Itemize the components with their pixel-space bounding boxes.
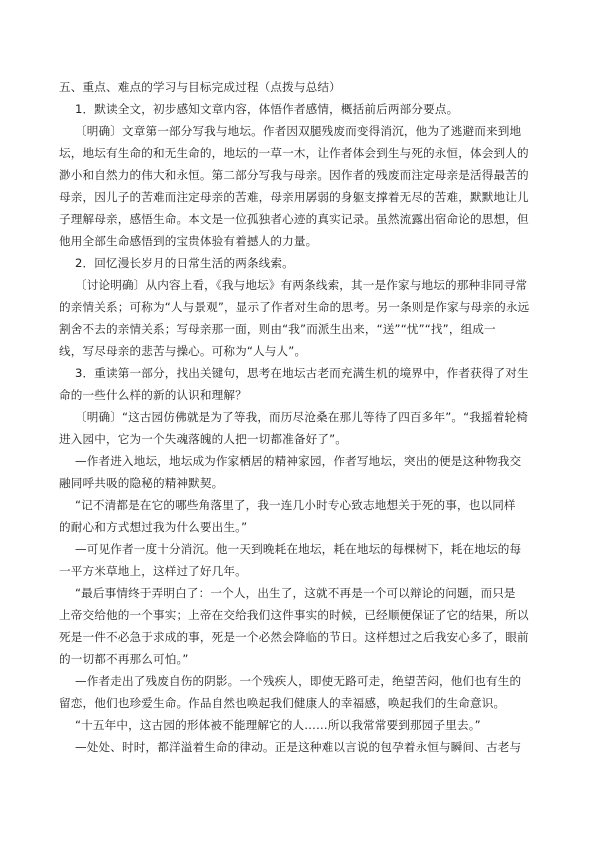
- quote-1-line-2: 的耐心和方式想过我为什么要出生。”: [59, 520, 248, 534]
- commentary-4-line-1: —处处、时时，都洋溢着生命的律动。正是这种难以言说的包孕着永恒与瞬间、古老与: [75, 740, 522, 754]
- answer-3-line-1: 〔明确〕“这古园仿佛就是为了等我，而历尽沧桑在那儿等待了四百多年”。“我摇着轮椅: [75, 410, 528, 424]
- quote-1-line-1: “记不清都是在它的哪些角落里了，我一连几小时专心致志地想关于死的事，也以同样: [75, 498, 516, 512]
- answer-1-line-4: 母亲，因儿子的苦难而注定母亲的苦难，母亲用孱弱的身躯支撑着无尽的苦难，默默地让儿: [59, 190, 529, 204]
- commentary-1-line-2: 融同呼共吸的隐秘的精神默契。: [59, 476, 224, 490]
- quote-2-line-4: 的一切都不再那么可怕。”: [59, 652, 189, 666]
- commentary-3-line-1: —作者走出了残废自伤的阴影。一个残疾人，即使无路可走，绝望苦闷，他们也有生的: [75, 674, 522, 688]
- answer-2-line-2: 的亲情关系；可称为“人与景观”，显示了作者对生命的思考。另一条则是作家与母亲的永远: [59, 300, 530, 314]
- answer-3-line-2: 进入园中，它为一个失魂落魄的人把一切都准备好了”。: [59, 432, 348, 446]
- quote-3: “十五年中，这古园的形体被不能理解它的人……所以我常常要到那园子里去。”: [75, 718, 481, 732]
- answer-2-line-3: 割舍不去的亲情关系；写母亲那一面，则由“我”而派生出来，“送”“忧”“找”，组成一: [59, 322, 496, 336]
- answer-1-line-2: 坛，地坛有生命的和无生命的，地坛的一草一木，让作者体会到生与死的永恒，体会到人的: [59, 146, 529, 160]
- commentary-2-line-1: —可见作者一度十分消沉。他一天到晚耗在地坛，耗在地坛的每棵树下，耗在地坛的每: [75, 542, 522, 556]
- commentary-2-line-2: 一平方米草地上，这样过了好几年。: [59, 564, 247, 578]
- question-3-line-1: 3．重读第一部分，找出关键句，思考在地坛古老而充满生机的境界中，作者获得了对生: [75, 366, 529, 380]
- commentary-3-line-2: 留恋，他们也珍爱生命。作品自然也唤起我们健康人的幸福感，唤起我们的生命意识。: [59, 696, 506, 710]
- quote-2-line-1: “最后事情终于弄明白了：一个人，出生了，这就不再是一个可以辩论的问题，而只是: [75, 586, 516, 600]
- quote-2-line-3: 死是一件不必急于求成的事，死是一个必然会降临的节日。这样想过之后我安心多了，眼前: [59, 630, 529, 644]
- answer-1-line-3: 渺小和自然力的伟大和永恒。第二部分写我与母亲。因作者的残废而注定母亲是活得最苦的: [59, 168, 529, 182]
- question-2: 2．回忆漫长岁月的日常生活的两条线索。: [75, 256, 294, 270]
- section-heading: 五、重点、难点的学习与目标完成过程（点拨与总结）: [59, 80, 341, 94]
- answer-1-line-6: 他用全部生命感悟到的宝贵体验有着撼人的力量。: [59, 234, 318, 248]
- answer-1-line-1: 〔明确〕文章第一部分写我与地坛。作者因双腿残废而变得消沉，他为了逃避而来到地: [75, 124, 522, 138]
- answer-2-line-4: 线，写尽母亲的悲苦与操心。可称为“人与人”。: [59, 344, 307, 358]
- answer-2-line-1: 〔讨论明确〕从内容上看，《我与地坛》有两条线索，其一是作家与地坛的那种非同寻常: [75, 278, 528, 292]
- commentary-1-line-1: —作者进入地坛，地坛成为作家栖居的精神家园，作者写地坛，突出的便是这种物我交: [75, 454, 522, 468]
- quote-2-line-2: 上帝交给他的一个事实；上帝在交给我们这件事实的时候，已经顺便保证了它的结果，所以: [59, 608, 529, 622]
- answer-1-line-5: 子理解母亲，感悟生命。本文是一位孤独者心迹的真实记录。虽然流露出宿命论的思想，但: [59, 212, 529, 226]
- question-1: 1．默读全文，初步感知文章内容，体悟作者感情，概括前后两部分要点。: [75, 102, 459, 116]
- question-3-line-2: 命的一些什么样的新的认识和理解？: [59, 388, 247, 402]
